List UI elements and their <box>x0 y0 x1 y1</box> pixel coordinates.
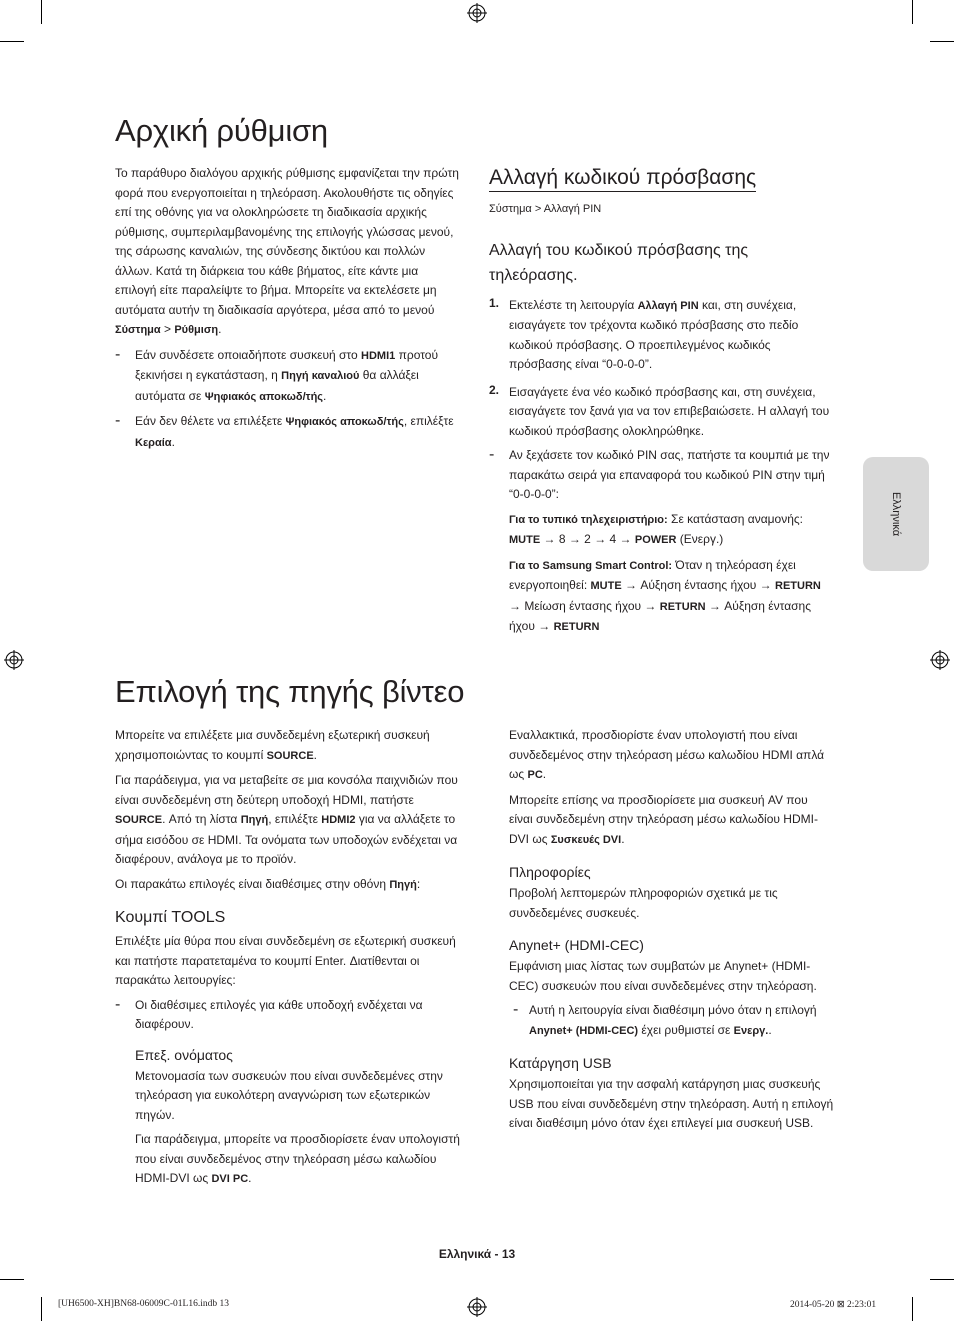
crop-mark <box>912 0 913 24</box>
crop-mark <box>41 0 42 24</box>
section-title-video-source: Επιλογή της πηγής βίντεο <box>115 674 465 709</box>
video-source-right-column <box>509 726 834 1134</box>
anynet-description: Εμφάνιση μιας λίστας των συμβατών με Anynet+ (HDMI-CEC) συσκευών που είναι συνδεδεμένες στην τηλεόραση. <box>509 959 817 993</box>
info-heading: Πληροφορίες <box>509 864 591 880</box>
av-dvi-paragraph: Μπορείτε επίσης να προσδιορίσετε μια συσκευή AV που είναι συνδεδεμένη στην τηλεόραση μέσω καλωδίου HDMI-DVI ως Συσκευές DVI. <box>509 792 818 846</box>
registration-mark-icon <box>467 3 487 23</box>
rename-example: Για παράδειγμα, μπορείτε να προσδιορίσετε έναν υπολογιστή που είναι συνδεδεμένος στην τηλεόραση μέσω καλωδίου HDMI-DVI ως DVI PC. <box>135 1132 460 1185</box>
registration-mark-icon <box>467 1297 487 1317</box>
menu-path: Σύστημα > Αλλαγή PIN <box>489 203 602 215</box>
smart-control-sequence: Για το Samsung Smart Control: Όταν η τηλεόραση έχει ενεργοποιηθεί: MUTE → Αύξηση έντασης ήχου → RETURN → Μείωση έντασης ήχου → RETURN → Αύξηση έντασης ήχου → RETURN <box>509 557 821 633</box>
note-hdmi1: - Εάν συνδέσετε οποιαδήποτε συσκευή στο HDMI1 προτού ξεκινήσει η εγκατάσταση, η Πηγή καναλιού θα αλλάξει αυτόματα σε Ψηφιακός αποκωδ/τής. <box>115 345 438 403</box>
alt-pc-paragraph: Εναλλακτικά, προσδιορίστε έναν υπολογιστή που είναι συνδεδεμένος στην τηλεόραση μέσω καλωδίου HDMI απλά ως PC. <box>509 728 825 781</box>
registration-mark-icon <box>930 650 950 670</box>
initial-setup-body <box>115 164 460 453</box>
info-description: Προβολή λεπτομερών πληροφοριών σχετικά με τις συνδεδεμένες συσκευές. <box>509 886 778 920</box>
crop-mark <box>0 1279 24 1280</box>
language-side-tab: Ελληνικά <box>863 457 929 571</box>
registration-mark-icon <box>4 650 24 670</box>
pin-section-title: Αλλαγή κωδικού πρόσβασης <box>489 166 756 192</box>
print-footer-timestamp: 2014-05-20 ⊠ 2:23:01 <box>790 1300 877 1310</box>
rename-heading: Επεξ. ονόματος <box>135 1046 233 1063</box>
source-options-intro: Οι παρακάτω επιλογές είναι διαθέσιμες στην οθόνη Πηγή: <box>115 876 421 891</box>
crop-mark <box>930 41 954 42</box>
page-number: Ελληνικά - 13 <box>438 1247 516 1261</box>
pin-step-2: 2. Εισαγάγετε ένα νέο κωδικό πρόσβασης και, στη συνέχεια, εισαγάγετε τον ξανά για να τον επιβεβαιώσετε. Η αλλαγή του κωδικού πρόσβασης ολοκληρώθηκε. <box>489 382 830 438</box>
pin-change-section <box>489 166 834 638</box>
pin-reset-note: - Αν ξεχάσετε τον κωδικό PIN σας, πατήστε τα κουμπιά με την παρακάτω σειρά για επαναφορά του κωδικού PIN στην τιμή “0-0-0-0”: Για το τυπικό τηλεχειριστήριο: Σε κατάσταση αναμονής: MUTE → 8 → 2 → 4 → POWER (Ενεργ.) Για το Samsung Smart Control: Όταν η τηλεόραση έχει ενεργοποιηθεί: MUTE → Αύξηση έντασης ήχου → RETURN → Μείωση έντασης ήχου → RETURN → Αύξηση έντασης ήχου → RETURN <box>489 446 834 638</box>
anynet-heading: Anynet+ (HDMI-CEC) <box>509 937 644 953</box>
tools-note: - Οι διαθέσιμες επιλογές για κάθε υποδοχή ενδέχεται να διαφέρουν. <box>115 995 423 1031</box>
intro-paragraph: Το παράθυρο διαλόγου αρχικής ρύθμισης εμφανίζεται την πρώτη φορά που ενεργοποιείται η τηλεόραση. Ακολουθήστε τις οδηγίες επί της οθόνης για να ολοκληρώσετε τη διαδικασία αρχικής ρύθμισης, συμπεριλαμβανομένης της επιλογής γλώσσας μενού, της σάρωσης καναλιών, της σύνδεσης δικτύου και πολλών άλλων. Κατά τη διάρκεια του κάθε βήματος, είτε κάντε μια επιλογή είτε παραλείψτε το βήμα. Μπορείτε να εκτελέσετε μη αυτόματα αυτήν τη διαδικασία αργότερα, μέσα από το μενού Σύστημα > Ρύθμιση. <box>115 166 459 336</box>
remove-usb-heading: Κατάργηση USB <box>509 1055 612 1071</box>
crop-mark <box>41 1297 42 1321</box>
source-intro: Μπορείτε να επιλέξετε μια συνδεδεμένη εξωτερική συσκευή χρησιμοποιώντας το κουμπί SOURCE. <box>115 728 430 762</box>
standard-remote-sequence: Για το τυπικό τηλεχειριστήριο: Σε κατάσταση αναμονής: MUTE → 8 → 2 → 4 → POWER (Ενεργ.) <box>509 511 804 546</box>
tools-description: Επιλέξτε μία θύρα που είναι συνδεδεμένη σε εξωτερική συσκευή και πατήστε παρατεταμένα το κουμπί Enter. Διατίθενται οι παρακάτω λειτουργίες: <box>115 934 456 987</box>
crop-mark <box>912 1297 913 1321</box>
pin-subtitle: Αλλαγή του κωδικού πρόσβασης της τηλεόρασης. <box>489 241 749 284</box>
pin-step-1: 1. Εκτελέστε τη λειτουργία Αλλαγή PIN και, στη συνέχεια, εισαγάγετε τον τρέχοντα κωδικό πρόσβασης στο πεδίο κωδικού πρόσβασης. Ο προεπιλεγμένος κωδικός πρόσβασης είναι “0-0-0-0”. <box>489 295 799 371</box>
remove-usb-description: Χρησιμοποιείται για την ασφαλή κατάργηση μιας συσκευής USB που είναι συνδεδεμένη στην τηλεόραση. Αυτή η επιλογή είναι διαθέσιμη μόνο όταν έχει επιλεγεί μια συσκευή USB. <box>509 1077 834 1130</box>
crop-mark <box>0 41 24 42</box>
tools-button-heading: Κουμπί TOOLS <box>115 909 226 926</box>
note-antenna: - Εάν δεν θέλετε να επιλέξετε Ψηφιακός αποκωδ/τής, επιλέξτε Κεραία. <box>115 412 454 449</box>
source-example: Για παράδειγμα, για να μεταβείτε σε μια κονσόλα παιχνιδιών που είναι συνδεδεμένη στη δεύτερη υποδοχή HDMI, πατήστε SOURCE. Από τη λίστα Πηγή, επιλέξτε HDMI2 για να αλλάξετε το σήμα εισόδου σε HDMI. Τα ονόματα των υποδοχών ενδέχεται να διαφέρουν, ανάλογα με το προϊόν. <box>115 773 458 866</box>
anynet-note: - Αυτή η λειτουργία είναι διαθέσιμη μόνο όταν η επιλογή Anynet+ (HDMI-CEC) έχει ρυθμιστεί σε Ενεργ.. <box>513 1001 817 1037</box>
rename-block <box>115 1047 460 1190</box>
section-title-initial-setup: Αρχική ρύθμιση <box>115 113 328 148</box>
print-footer-file: [UH6500-XH]BN68-06009C-01L16.indb 13 <box>58 1299 229 1309</box>
video-source-left-column <box>115 726 460 1190</box>
rename-description: Μετονομασία των συσκευών που είναι συνδεδεμένες στην τηλεόραση για ευκολότερη αναγνώριση των εξωτερικών πηγών. <box>135 1068 443 1122</box>
crop-mark <box>930 1279 954 1280</box>
